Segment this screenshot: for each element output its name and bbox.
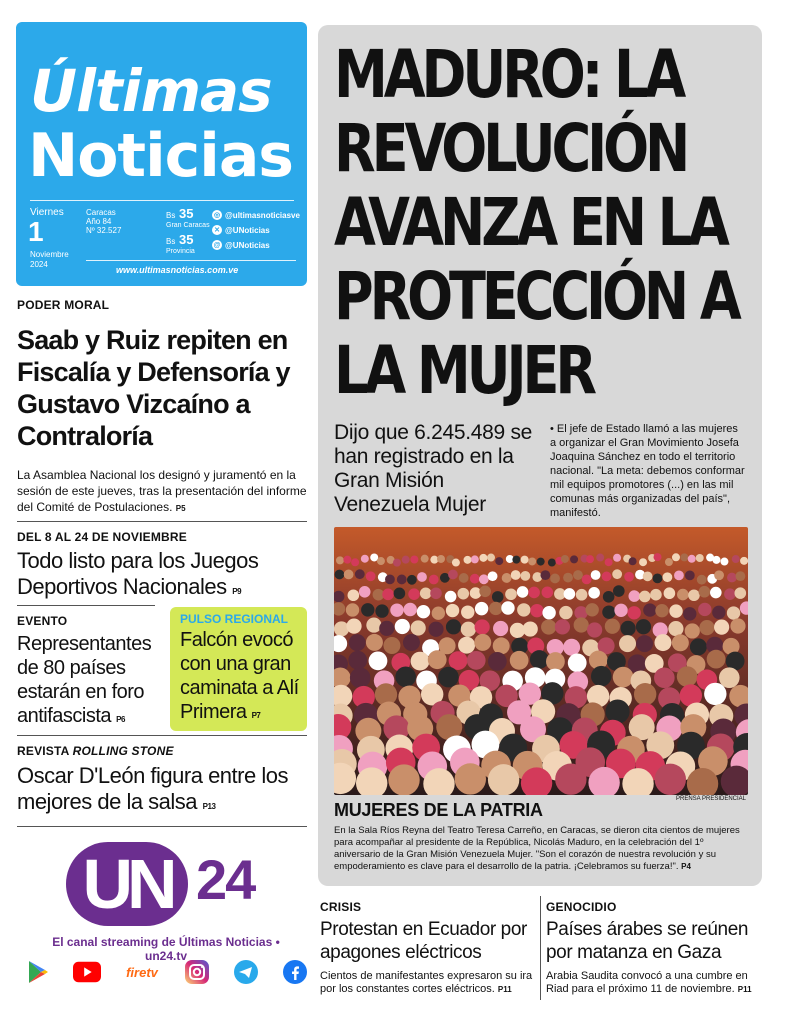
crowd-figure — [446, 604, 459, 617]
caption-title: MUJERES DE LA PATRIA — [334, 800, 543, 820]
facebook-icon[interactable] — [281, 958, 309, 986]
story1-headline[interactable]: Saab y Ruiz repiten en Fiscalía y Defensoría y Gustavo Vizcaíno a Contraloría — [17, 325, 290, 451]
crowd-figure — [464, 556, 472, 564]
crowd-figure — [650, 589, 662, 601]
crowd-figure — [628, 590, 640, 602]
crowd-figure — [344, 570, 354, 580]
crowd-figure — [664, 587, 676, 599]
crowd-figure — [395, 667, 416, 688]
crowd-figure — [653, 573, 663, 583]
price-label-provincia: Provincia — [166, 248, 195, 255]
brand-name-line2: Noticias — [28, 121, 294, 191]
crowd-figure — [643, 603, 656, 616]
crowd-figure — [493, 621, 508, 636]
crowd-figure — [474, 634, 491, 651]
crowd-figure — [688, 555, 696, 563]
crowd-figure — [677, 666, 698, 687]
crowd-figure — [665, 558, 673, 566]
crowd-figure — [620, 621, 635, 636]
crowd-figure — [488, 764, 519, 795]
main-subhead: Dijo que 6.245.489 se han registrado en la Gran Misión Venezuela Mujer — [334, 421, 533, 516]
crowd-figure — [542, 606, 555, 619]
story3-kicker: EVENTO — [17, 614, 68, 628]
crowd-figure — [614, 604, 627, 617]
app-links — [24, 958, 309, 986]
story1-page: P5 — [175, 504, 186, 513]
crowd-figure — [517, 586, 529, 598]
pulso-kicker: PULSO REGIONAL — [180, 612, 289, 626]
crowd-figure — [528, 587, 540, 599]
crowd-figure — [655, 604, 668, 617]
crowd-figure — [605, 619, 620, 634]
crowd-figure — [488, 652, 507, 671]
crowd-figure — [714, 620, 729, 635]
masthead-divider-2 — [86, 260, 296, 261]
crowd-figure — [475, 619, 490, 634]
crowd-figure — [588, 587, 600, 599]
crowd-figure — [336, 556, 344, 564]
crowd-figure — [576, 589, 588, 601]
crowd-figure — [704, 683, 726, 705]
brand-name-line1: Últimas — [30, 57, 272, 125]
divider — [17, 521, 307, 522]
crowd-figure — [720, 558, 728, 566]
crowd-figure — [603, 591, 615, 603]
date-day-name: Viernes — [30, 207, 64, 218]
social-x[interactable]: ✕ @UNoticias — [212, 225, 270, 235]
crowd-figure — [668, 621, 683, 636]
issue-number: Nº 32.527 — [86, 226, 122, 235]
crowd-figure — [461, 622, 476, 637]
divider — [17, 735, 307, 736]
crowd-figure — [511, 570, 521, 580]
crowd-figure — [570, 555, 578, 563]
crowd-figure — [377, 557, 385, 565]
crowd-figure — [432, 606, 445, 619]
crowd-figure — [605, 558, 613, 566]
crowd-figure — [564, 588, 576, 600]
story1-summary: La Asamblea Nacional los designó y juramentó en la sesión de este jueves, tras la presentación del informe del Comité de Postulaciones. P5 — [17, 468, 307, 514]
crowd-figure — [690, 638, 707, 655]
crowd-figure — [707, 650, 726, 669]
date-day-number: 1 — [28, 216, 44, 247]
crowd-figure — [602, 572, 612, 582]
crowd-figure — [438, 667, 459, 688]
masthead-divider — [30, 200, 294, 201]
crowd-figure — [351, 558, 359, 566]
crowd-figure — [719, 667, 740, 688]
crowd-figure — [727, 606, 740, 619]
crowd-figure — [407, 575, 417, 585]
crowd-figure — [457, 588, 469, 600]
crowd-figure — [672, 553, 680, 561]
crowd-figure — [574, 617, 589, 632]
social-instagram[interactable]: ◎ @ultimasnoticiasve — [213, 210, 300, 220]
crowd-photo — [334, 527, 748, 795]
story5-summary: Cientos de manifestantes expresaron su ira por los constantes cortes eléctricos. P11 — [320, 970, 533, 995]
crowd-figure — [446, 619, 461, 634]
crowd-figure — [493, 637, 510, 654]
crowd-figure — [335, 570, 345, 580]
crowd-figure — [639, 591, 651, 603]
crowd-figure — [636, 619, 651, 634]
crowd-figure — [512, 556, 520, 564]
story4-page: P13 — [202, 802, 216, 811]
crowd-figure — [697, 575, 707, 585]
crowd-figure — [734, 587, 746, 599]
photo-credit: PRENSA PRESIDENCIAL — [676, 796, 747, 802]
story2-kicker: DEL 8 AL 24 DE NOVIEMBRE — [17, 530, 187, 544]
un24-tagline: El canal streaming de Últimas Noticias • un24.tv — [52, 935, 280, 963]
crowd-figure — [732, 555, 740, 563]
crowd-figure — [411, 652, 430, 671]
story5-kicker: CRISIS — [320, 900, 362, 914]
crowd-figure — [417, 572, 427, 582]
crowd-figure — [699, 620, 714, 635]
crowd-figure — [366, 617, 381, 632]
crowd-figure — [375, 604, 388, 617]
crowd-figure — [346, 618, 361, 633]
caption-page: P4 — [681, 862, 691, 871]
crowd-figure — [530, 650, 549, 669]
crowd-figure — [361, 555, 369, 563]
crowd-figure — [654, 634, 671, 651]
crowd-figure — [559, 606, 572, 619]
crowd-figure — [550, 574, 560, 584]
crowd-figure — [685, 570, 695, 580]
crowd-figure — [388, 764, 419, 795]
crowd-figure — [501, 601, 514, 614]
firetv-icon[interactable]: firetv — [126, 964, 158, 980]
crowd-figure — [619, 635, 636, 652]
crowd-figure — [459, 573, 469, 583]
edition-year: Año 84 — [86, 217, 112, 226]
pulso-headline[interactable]: Falcón evocó con una gran caminata a Alí Primera P7 — [180, 629, 299, 723]
main-headline[interactable]: MADURO: LA REVOLUCIÓN AVANZA EN LA PROTECCIÓN A LA MUJER — [334, 36, 738, 409]
crowd-figure — [461, 605, 474, 618]
story3-headline[interactable]: Representantes de 80 países estarán en foro antifascista P6 — [17, 633, 152, 727]
crowd-figure — [654, 667, 675, 688]
story4-kicker: REVISTA ROLLING STONE — [17, 744, 174, 758]
crowd-figure — [366, 634, 383, 651]
crowd-figure — [696, 554, 704, 562]
price-gran-caracas: Bs 35 — [166, 206, 194, 221]
crowd-figure — [740, 557, 748, 565]
crowd-figure — [613, 554, 621, 562]
crowd-figure — [510, 651, 529, 670]
crowd-figure — [629, 557, 637, 565]
crowd-figure — [683, 607, 696, 620]
crowd-figure — [403, 634, 420, 651]
story6-kicker: GENOCIDIO — [546, 900, 617, 914]
crowd-figure — [489, 602, 502, 615]
crowd-figure — [669, 604, 682, 617]
crowd-figure — [458, 637, 475, 654]
crowd-figure — [417, 605, 430, 618]
main-lead: • El jefe de Estado llamó a las mujeres a organizar el Gran Movimiento Josefa Joaquina Sánchez en todo el territorio nacional. "La meta: debemos conformar mil equipos promotores (...) en las mil comunas más organizadas del país", manifestó. — [550, 423, 745, 519]
crowd-figure — [724, 588, 736, 600]
crowd-figure — [685, 623, 700, 638]
crowd-figure — [348, 589, 360, 601]
crowd-figure — [677, 589, 689, 601]
crowd-figure — [736, 571, 746, 581]
crowd-figure — [636, 635, 653, 652]
pulso-page: P7 — [251, 711, 261, 720]
crowd-figure — [546, 652, 565, 671]
crowd-figure — [568, 653, 587, 672]
crowd-figure — [561, 555, 569, 563]
crowd-figure — [349, 634, 366, 651]
crowd-figure — [488, 571, 498, 581]
telegram-icon[interactable] — [232, 958, 260, 986]
crowd-figure — [523, 621, 538, 636]
crowd-figure — [573, 570, 583, 580]
crowd-figure — [730, 618, 745, 633]
crowd-figure — [582, 574, 592, 584]
crowd-figure — [627, 606, 640, 619]
crowd-figure — [727, 573, 737, 583]
crowd-figure — [502, 573, 512, 583]
instagram-icon: ◎ — [213, 212, 221, 219]
crowd-figure — [712, 556, 720, 564]
crowd-figure — [613, 585, 625, 597]
column-divider — [540, 896, 541, 1000]
crowd-figure — [634, 683, 656, 705]
crowd-figure — [475, 602, 488, 615]
crowd-figure — [487, 554, 495, 562]
crowd-figure — [479, 574, 489, 584]
date-year: 2024 — [30, 260, 48, 269]
crowd-figure — [613, 667, 634, 688]
crowd-figure — [712, 606, 725, 619]
crowd-figure — [586, 555, 594, 563]
un24-number: 24 — [196, 848, 255, 911]
crowd-figure — [455, 763, 486, 794]
crowd-figure — [359, 586, 371, 598]
date-month: Noviembre — [30, 250, 69, 259]
story2-page: P9 — [232, 587, 242, 596]
crowd-figure — [492, 591, 504, 603]
crowd-figure — [411, 620, 426, 635]
crowd-figure — [591, 666, 612, 687]
story6-page: P11 — [737, 985, 752, 994]
crowd-figure — [420, 588, 432, 600]
crowd-figure — [385, 574, 395, 584]
story3-page: P6 — [116, 715, 125, 724]
social-threads[interactable]: @ @UNoticias — [213, 240, 270, 250]
crowd-figure — [366, 571, 376, 581]
crowd-figure — [662, 572, 672, 582]
crowd-figure — [639, 558, 647, 566]
story6-summary: Arabia Saudita convocó a una cumbre en Riad para el próximo 11 de noviembre. P11 — [546, 970, 752, 995]
crowd-figure — [369, 651, 388, 670]
crowd-figure — [452, 559, 460, 567]
crowd-figure — [429, 575, 439, 585]
google-play-icon[interactable] — [24, 958, 52, 986]
story5-page: P11 — [497, 985, 512, 994]
crowd-figure — [495, 557, 503, 565]
story1-kicker: PODER MORAL — [17, 298, 110, 312]
price-label-gran-caracas: Gran Caracas — [166, 222, 210, 229]
crowd-figure — [355, 569, 365, 579]
crowd-figure — [334, 621, 349, 636]
crowd-figure — [517, 603, 530, 616]
crowd-figure — [467, 651, 486, 670]
crowd-figure — [643, 571, 653, 581]
crowd-figure — [382, 589, 394, 601]
crowd-figure — [540, 570, 550, 580]
crowd-figure — [383, 637, 400, 654]
crowd-figure — [397, 575, 407, 585]
crowd-figure — [390, 603, 403, 616]
crowd-figure — [479, 554, 487, 562]
crowd-figure — [471, 555, 479, 563]
divider — [17, 826, 307, 827]
crowd-figure — [542, 586, 554, 598]
crowd-figure — [672, 634, 689, 651]
story6-headline[interactable]: Países árabes se reúnen por matanza en Gaza — [546, 919, 749, 963]
crowd-figure — [428, 622, 443, 637]
crowd-figure — [591, 570, 601, 580]
crowd-figure — [346, 603, 359, 616]
crowd-figure — [596, 554, 604, 562]
crowd-figure — [395, 619, 410, 634]
crowd-figure — [563, 573, 573, 583]
crowd-figure — [505, 588, 517, 600]
story2-headline[interactable]: Todo listo para los Juegos Deportivos Nacionales P9 — [17, 548, 259, 599]
crowd-figure — [402, 556, 410, 564]
crowd-figure — [674, 570, 684, 580]
crowd-figure — [537, 558, 545, 566]
youtube-icon[interactable] — [73, 958, 101, 986]
crowd-figure — [624, 572, 634, 582]
crowd-figure — [449, 651, 468, 670]
crowd-figure — [445, 591, 457, 603]
crowd-figure — [404, 603, 417, 616]
price-provincia: Bs 35 — [166, 232, 194, 247]
crowd-figure — [585, 603, 598, 616]
story5-headline[interactable]: Protestan en Ecuador por apagones eléctricos — [320, 919, 527, 963]
crowd-figure — [408, 588, 420, 600]
crowd-figure — [699, 586, 711, 598]
crowd-figure — [602, 605, 615, 618]
crowd-figure — [430, 587, 442, 599]
crowd-figure — [470, 587, 482, 599]
crowd-figure — [521, 556, 529, 564]
crowd-figure — [541, 619, 556, 634]
crowd-figure — [612, 569, 622, 579]
crowd-figure — [688, 589, 700, 601]
crowd-figure — [343, 556, 351, 564]
crowd-figure — [654, 553, 662, 561]
edition-city: Caracas — [86, 208, 116, 217]
masthead — [16, 22, 307, 286]
crowd-figure — [555, 619, 570, 634]
crowd-figure — [528, 557, 536, 565]
caption-text: En la Sala Ríos Reyna del Teatro Teresa Carreño, en Caracas, se dieron cita cientos de mujeres para acompañar al presidente de la República, Nicolás Maduro, en la celebración del 1º aniversario de la Gran Misión Venezuela Mujer. "Son el corazón de nuestra revolución y su empoderamiento es clave para el desarrollo de la patria. ¡Celebramos su fuerza!". P4 — [334, 825, 740, 872]
crowd-figure — [710, 587, 722, 599]
crowd-figure — [393, 559, 401, 567]
crowd-figure — [394, 588, 406, 600]
crowd-figure — [421, 555, 429, 563]
crowd-figure — [379, 621, 394, 636]
crowd-figure — [479, 586, 491, 598]
crowd-figure — [655, 764, 686, 795]
crowd-figure — [410, 556, 418, 564]
crowd-figure — [348, 651, 367, 670]
x-icon: ✕ — [212, 225, 222, 235]
un24-logo[interactable]: UN — [66, 842, 188, 926]
crowd-figure — [605, 699, 629, 723]
crowd-figure — [448, 570, 458, 580]
crowd-figure — [587, 622, 602, 637]
threads-icon: @ — [213, 241, 221, 249]
crowd-figure — [698, 603, 711, 616]
divider — [17, 605, 155, 606]
crowd-figure — [714, 570, 724, 580]
crowd-figure — [428, 650, 447, 669]
crowd-figure — [680, 553, 688, 561]
crowd-figure — [361, 603, 374, 616]
crowd-figure — [548, 559, 556, 567]
crowd-figure — [437, 555, 445, 563]
crowd-figure — [530, 604, 543, 617]
crowd-figure — [350, 667, 371, 688]
crowd-figure — [563, 639, 580, 656]
crowd-figure — [520, 571, 530, 581]
crowd-figure — [470, 574, 480, 584]
website-link[interactable]: www.ultimasnoticias.com.ve — [116, 265, 239, 275]
crowd-figure — [555, 764, 586, 795]
instagram-icon[interactable] — [183, 958, 211, 986]
story4-headline[interactable]: Oscar D'León figura entre los mejores de la salsa P13 — [17, 763, 288, 814]
